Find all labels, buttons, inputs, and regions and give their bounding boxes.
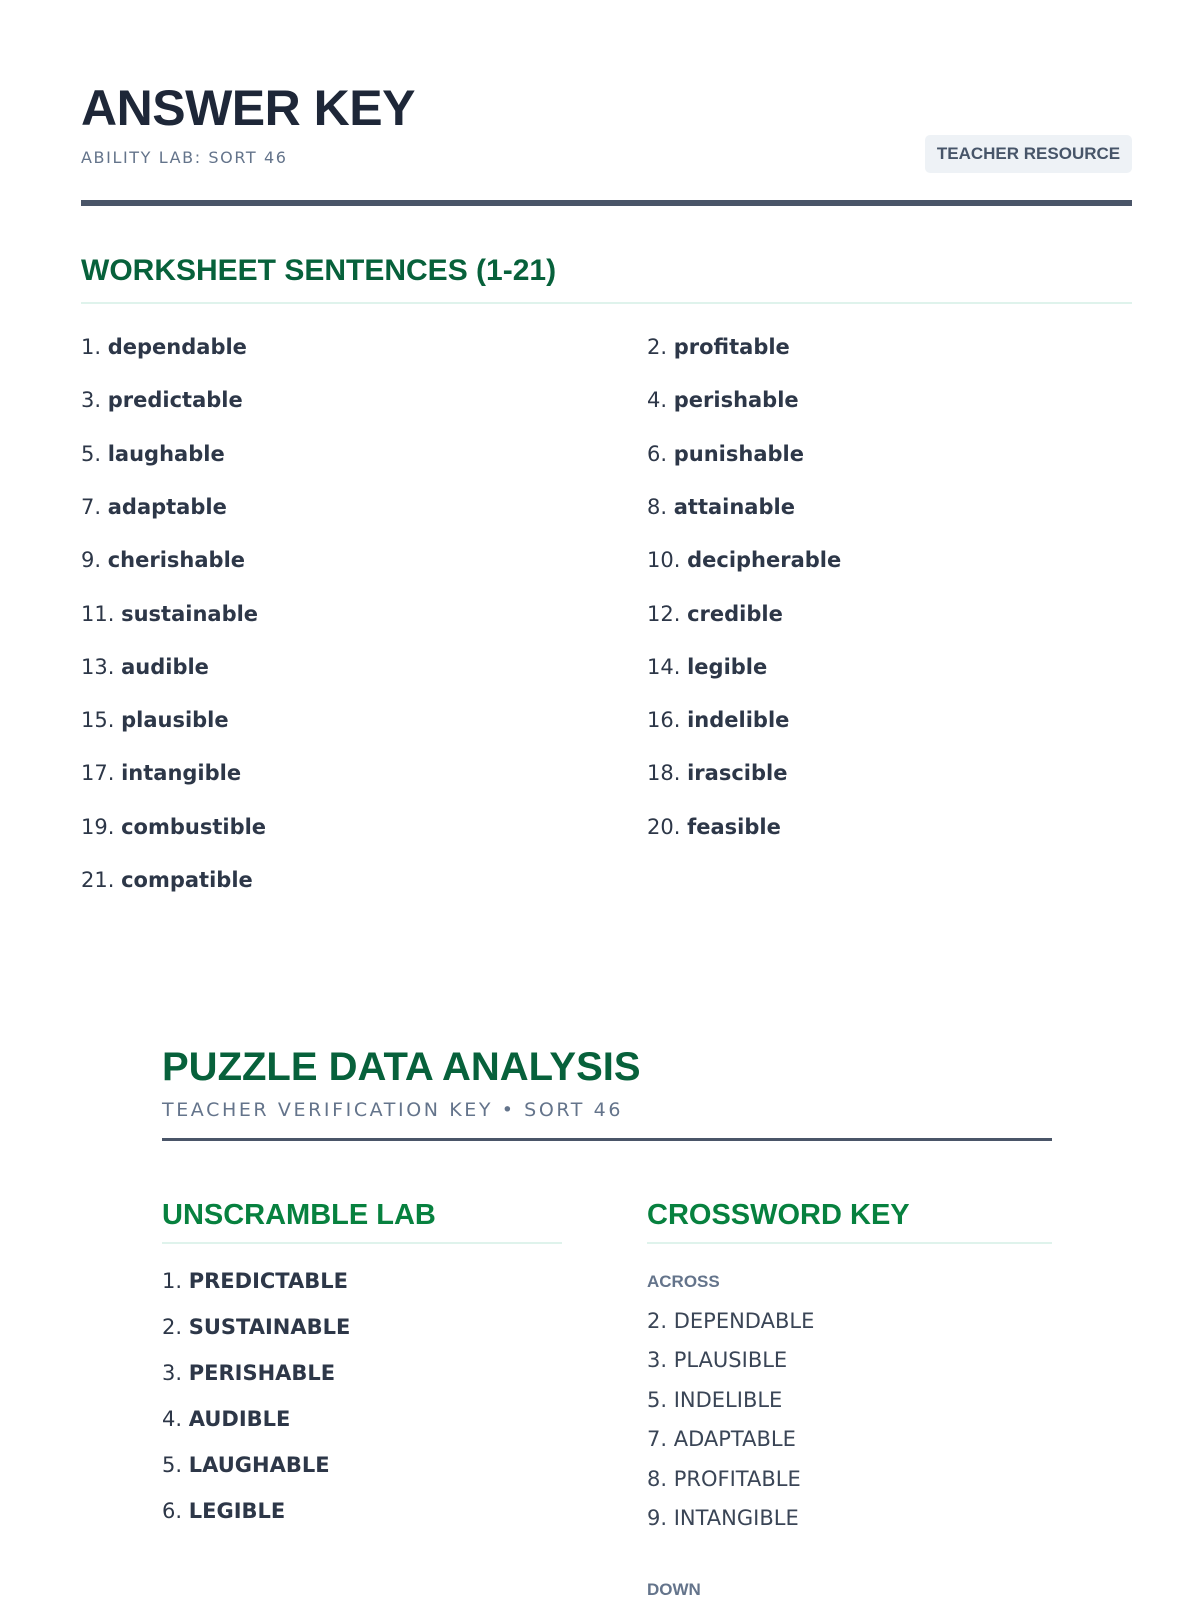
puzzle-divider bbox=[162, 1138, 1052, 1141]
worksheet-answer-item bbox=[81, 383, 243, 417]
answer-number: 15. bbox=[81, 708, 115, 733]
worksheet-answer-item bbox=[81, 490, 227, 524]
answer-word: PERISHABLE bbox=[188, 1361, 336, 1385]
answer-number: 1. bbox=[81, 335, 102, 359]
teacher-resource-badge: TEACHER RESOURCE bbox=[925, 135, 1132, 173]
answer-number: 2. bbox=[162, 1315, 183, 1339]
answer-word: dependable bbox=[107, 335, 247, 359]
puzzle-section-subtitle: TEACHER VERIFICATION KEY • SORT 46 bbox=[162, 1099, 624, 1121]
answer-word: irascible bbox=[687, 761, 788, 786]
answer-word: adaptable bbox=[107, 494, 227, 519]
answer-word: credible bbox=[687, 601, 783, 626]
answer-word: plausible bbox=[121, 708, 229, 733]
answer-word: attainable bbox=[673, 494, 795, 519]
worksheet-answer-item bbox=[81, 543, 245, 577]
answer-word: profitable bbox=[673, 335, 790, 359]
worksheet-answer-item bbox=[81, 330, 247, 364]
answer-word: LEGIBLE bbox=[188, 1499, 286, 1523]
crossword-across-item: 5. INDELIBLE bbox=[647, 1387, 783, 1412]
answer-number: 19. bbox=[81, 814, 115, 839]
answer-number: 6. bbox=[647, 441, 668, 466]
header-divider bbox=[81, 200, 1132, 206]
unscramble-answer-item bbox=[162, 1450, 330, 1480]
answer-number: 17. bbox=[81, 761, 115, 786]
answer-word: AUDIBLE bbox=[188, 1407, 291, 1431]
answer-word: audible bbox=[121, 654, 209, 679]
crossword-down-label: DOWN bbox=[647, 1580, 701, 1599]
worksheet-answer-item bbox=[647, 330, 790, 364]
answer-number: 13. bbox=[81, 654, 115, 679]
answer-key-header bbox=[81, 78, 1132, 206]
crossword-across-item: 3. PLAUSIBLE bbox=[647, 1348, 788, 1373]
answer-number: 5. bbox=[162, 1453, 183, 1477]
answer-word: cherishable bbox=[107, 548, 246, 573]
worksheet-answer-item bbox=[647, 810, 781, 844]
answer-number: 14. bbox=[647, 654, 681, 679]
worksheet-answer-item bbox=[81, 437, 225, 471]
worksheet-divider bbox=[81, 302, 1132, 304]
answer-word: predictable bbox=[107, 388, 243, 413]
crossword-across-item: 7. ADAPTABLE bbox=[647, 1427, 796, 1452]
answer-number: 20. bbox=[647, 814, 681, 839]
answer-word: PREDICTABLE bbox=[188, 1269, 348, 1293]
worksheet-answer-item bbox=[81, 597, 258, 631]
worksheet-answer-item bbox=[647, 597, 783, 631]
worksheet-section-title: WORKSHEET SENTENCES (1-21) bbox=[81, 254, 557, 287]
answer-word: perishable bbox=[673, 388, 799, 413]
answer-number: 5. bbox=[81, 441, 102, 466]
crossword-title: CROSSWORD KEY bbox=[647, 1199, 910, 1231]
answer-number: 6. bbox=[162, 1499, 183, 1523]
answer-word: decipherable bbox=[687, 548, 842, 573]
answer-number: 11. bbox=[81, 601, 115, 626]
unscramble-answer-item bbox=[162, 1266, 348, 1296]
crossword-across-item: 9. INTANGIBLE bbox=[647, 1506, 799, 1530]
answer-word: punishable bbox=[673, 441, 804, 466]
worksheet-answer-item bbox=[81, 650, 209, 684]
unscramble-answer-item bbox=[162, 1358, 335, 1388]
answer-word: laughable bbox=[107, 441, 225, 466]
worksheet-answer-item bbox=[647, 543, 841, 577]
worksheet-answer-item bbox=[81, 703, 229, 737]
unscramble-answer-item bbox=[162, 1404, 290, 1434]
page-title: ANSWER KEY bbox=[81, 80, 415, 136]
answer-word: compatible bbox=[121, 868, 253, 892]
answer-number: 2. bbox=[647, 335, 668, 359]
answer-number: 4. bbox=[647, 388, 668, 413]
answer-word: LAUGHABLE bbox=[188, 1453, 330, 1477]
answer-number: 7. bbox=[81, 494, 102, 519]
unscramble-answer-item bbox=[162, 1312, 350, 1342]
unscramble-answer-item bbox=[162, 1496, 285, 1526]
worksheet-answer-item bbox=[647, 490, 795, 524]
unscramble-divider bbox=[162, 1242, 562, 1244]
answer-number: 8. bbox=[647, 494, 668, 519]
page-subtitle: ABILITY LAB: SORT 46 bbox=[81, 148, 288, 167]
answer-number: 12. bbox=[647, 601, 681, 626]
worksheet-answer-item bbox=[81, 810, 266, 844]
answer-number: 4. bbox=[162, 1407, 183, 1431]
answer-word: legible bbox=[687, 654, 768, 679]
worksheet-answer-item bbox=[81, 863, 253, 897]
answer-word: SUSTAINABLE bbox=[188, 1315, 351, 1339]
answer-number: 3. bbox=[81, 388, 102, 413]
answer-word: combustible bbox=[121, 814, 267, 839]
answer-word: sustainable bbox=[121, 601, 259, 626]
answer-word: indelible bbox=[687, 708, 790, 733]
answer-number: 10. bbox=[647, 548, 681, 573]
worksheet-answer-item bbox=[647, 437, 804, 471]
crossword-across-item: 2. DEPENDABLE bbox=[647, 1309, 815, 1333]
worksheet-answer-item bbox=[647, 756, 787, 790]
answer-word: feasible bbox=[687, 814, 781, 839]
unscramble-title: UNSCRAMBLE LAB bbox=[162, 1199, 436, 1231]
worksheet-answer-item bbox=[647, 383, 799, 417]
answer-number: 3. bbox=[162, 1361, 183, 1385]
worksheet-answer-item bbox=[647, 650, 767, 684]
answer-number: 16. bbox=[647, 708, 681, 733]
answer-number: 9. bbox=[81, 548, 102, 573]
answer-number: 21. bbox=[81, 868, 115, 892]
crossword-across-label: ACROSS bbox=[647, 1272, 720, 1291]
crossword-across-item: 8. PROFITABLE bbox=[647, 1466, 801, 1491]
worksheet-answer-item bbox=[81, 756, 241, 790]
worksheet-answer-item bbox=[647, 703, 789, 737]
answer-number: 1. bbox=[162, 1269, 183, 1293]
answer-number: 18. bbox=[647, 761, 681, 786]
puzzle-section-title: PUZZLE DATA ANALYSIS bbox=[162, 1045, 641, 1089]
answer-word: intangible bbox=[121, 761, 242, 786]
crossword-divider bbox=[647, 1242, 1052, 1244]
